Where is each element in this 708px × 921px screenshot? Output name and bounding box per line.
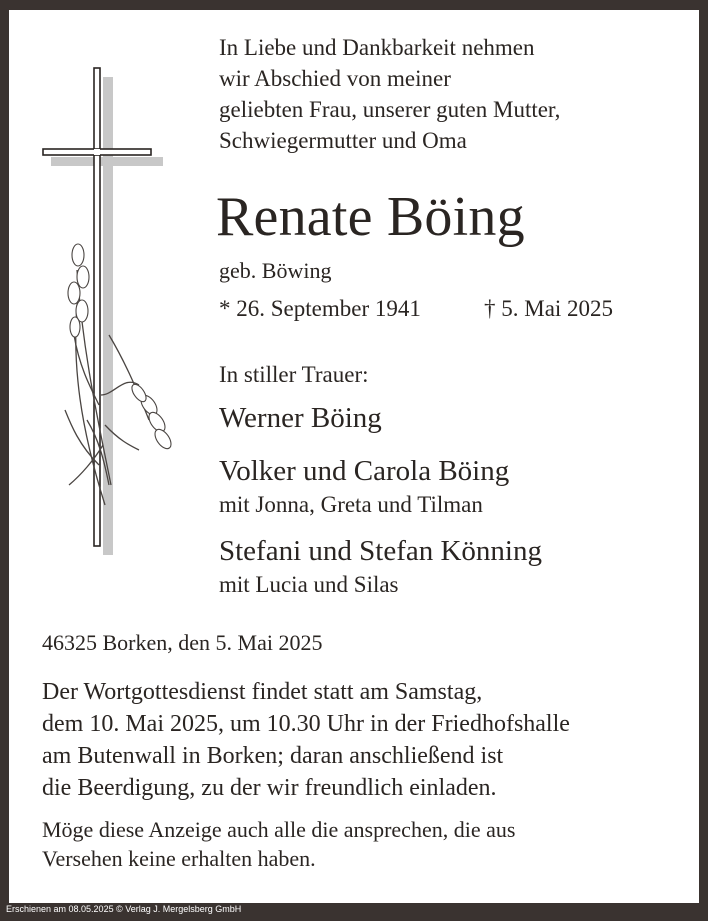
mourners-heading: In stiller Trauer: (219, 362, 369, 387)
death-date: † 5. Mai 2025 (484, 296, 614, 321)
service-line: Der Wortgottesdienst findet statt am Samstag, (42, 679, 483, 705)
mourner-name: Volker und Carola Böing (219, 455, 510, 487)
intro-text (219, 32, 560, 156)
intro-line: Schwiegermutter und Oma (219, 128, 467, 153)
deceased-name: Renate Böing (216, 186, 525, 248)
service-line: am Butenwall in Borken; daran anschließend ist (42, 743, 504, 769)
publisher-footer: Erschienen am 08.05.2025 © Verlag J. Mergelsberg GmbH (6, 904, 242, 914)
mourner-family: mit Jonna, Greta und Tilman (219, 492, 483, 517)
intro-line: geliebten Frau, unserer guten Mutter, (219, 97, 561, 122)
intro-line: wir Abschied von meiner (219, 66, 451, 91)
cross-with-wheat-icon (39, 65, 179, 565)
place-date: 46325 Borken, den 5. Mai 2025 (42, 630, 323, 655)
mourner-family: mit Lucia und Silas (219, 572, 399, 597)
note-line: Möge diese Anzeige auch alle die ansprechen, die aus (42, 817, 516, 842)
mourner-name: Werner Böing (219, 402, 382, 434)
obituary-paper (9, 10, 699, 903)
note-line: Versehen keine erhalten haben. (42, 846, 316, 871)
service-line: dem 10. Mai 2025, um 10.30 Uhr in der Friedhofshalle (42, 711, 570, 737)
birth-name: geb. Böwing (219, 258, 332, 283)
intro-line: In Liebe und Dankbarkeit nehmen (219, 35, 535, 60)
closing-note (42, 815, 515, 873)
birth-date: * 26. September 1941 (219, 296, 421, 321)
mourner-name: Stefani und Stefan Könning (219, 535, 542, 567)
service-line: die Beerdigung, zu der wir freundlich einladen. (42, 775, 497, 801)
service-info (42, 676, 570, 804)
